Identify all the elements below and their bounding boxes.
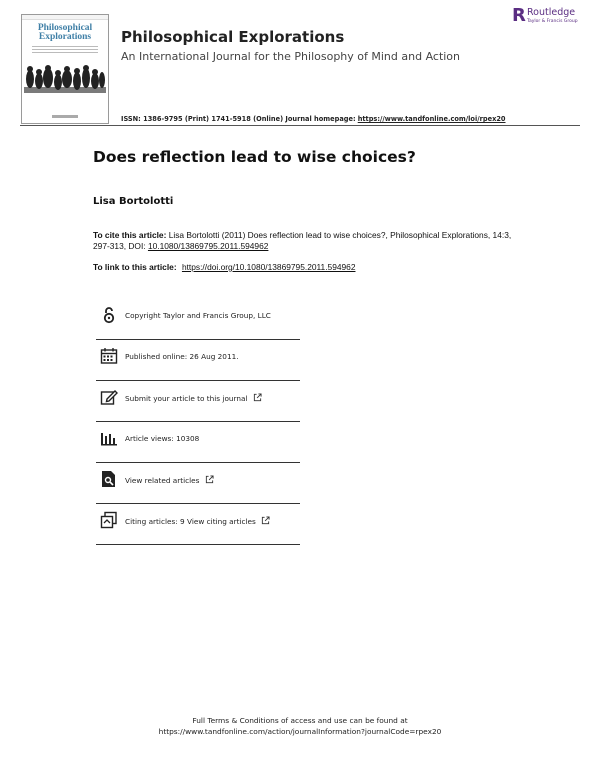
article-views-text: Article views: 10308: [125, 434, 200, 443]
citing-articles-link[interactable]: [125, 516, 270, 526]
bar-chart-icon: [100, 429, 118, 447]
citation-block: [93, 230, 523, 251]
info-row-related[interactable]: [96, 463, 300, 504]
calendar-icon: [100, 347, 118, 365]
copyright-text: Copyright Taylor and Francis Group, LLC: [125, 311, 271, 320]
edit-icon: [100, 388, 118, 406]
routledge-r-icon: R: [512, 5, 526, 26]
article-link-line: [93, 262, 355, 272]
cite-label: To cite this article:: [93, 230, 167, 240]
related-articles-text: View related articles: [125, 476, 200, 485]
citing-articles-icon: [100, 511, 118, 529]
cover-title: Philosophical Explorations: [37, 23, 93, 42]
issn-line: [121, 115, 506, 123]
footer-line-1: Full Terms & Conditions of access and use can be found at: [192, 716, 408, 725]
routledge-logo: [512, 6, 592, 28]
journal-cover-image: [21, 14, 109, 124]
citing-articles-text: Citing articles: 9 View citing articles: [125, 517, 256, 526]
info-row-submit[interactable]: [96, 381, 300, 422]
row-divider: [96, 544, 300, 545]
cite-doi-link[interactable]: 10.1080/13869795.2011.594962: [147, 240, 269, 251]
cover-subtitle-lines: [32, 46, 98, 56]
cover-publisher-logo: [52, 115, 78, 118]
info-row-views: [96, 422, 300, 463]
external-link-icon: [205, 475, 214, 484]
journal-subtitle: An International Journal for the Philosophy of Mind and Action: [121, 50, 461, 63]
related-articles-link[interactable]: [125, 475, 214, 485]
journal-homepage-link[interactable]: https://www.tandfonline.com/loi/rpex20: [357, 115, 506, 123]
publisher-group: Taylor & Francis Group: [527, 19, 578, 24]
terms-footer: [0, 715, 600, 737]
article-author: Lisa Bortolotti: [93, 196, 174, 207]
search-document-icon: [100, 470, 118, 488]
submit-article-text: Submit your article to this journal: [125, 394, 248, 403]
issn-label: ISSN: 1386-9795 (Print) 1741-5918 (Online) Journal homepage:: [121, 115, 356, 123]
info-row-published: [96, 340, 300, 381]
article-title: Does reflection lead to wise choices?: [93, 148, 416, 166]
header-divider: [20, 125, 580, 126]
submit-article-link[interactable]: [125, 393, 262, 403]
link-label: To link to this article:: [93, 262, 177, 272]
external-link-icon: [253, 393, 262, 402]
cover-crowd-illustration: [24, 65, 106, 95]
external-link-icon: [261, 516, 270, 525]
published-online-text: Published online: 26 Aug 2011.: [125, 352, 239, 361]
info-row-citing[interactable]: [96, 504, 300, 545]
cite-text: Lisa Bortolotti (2011) Does reflection lead to wise choices?, Philosophical Explorations, 14:3, 297-313, DOI:: [93, 230, 512, 251]
open-access-icon: [100, 306, 118, 324]
info-row-copyright: [96, 299, 300, 340]
journal-title: Philosophical Explorations: [121, 28, 345, 46]
cover-top-strip: [22, 15, 108, 20]
publisher-name: Routledge: [527, 7, 576, 18]
article-doi-link[interactable]: https://doi.org/10.1080/13869795.2011.594962: [181, 262, 356, 272]
footer-terms-link[interactable]: https://www.tandfonline.com/action/journalInformation?journalCode=rpex20: [158, 727, 442, 736]
